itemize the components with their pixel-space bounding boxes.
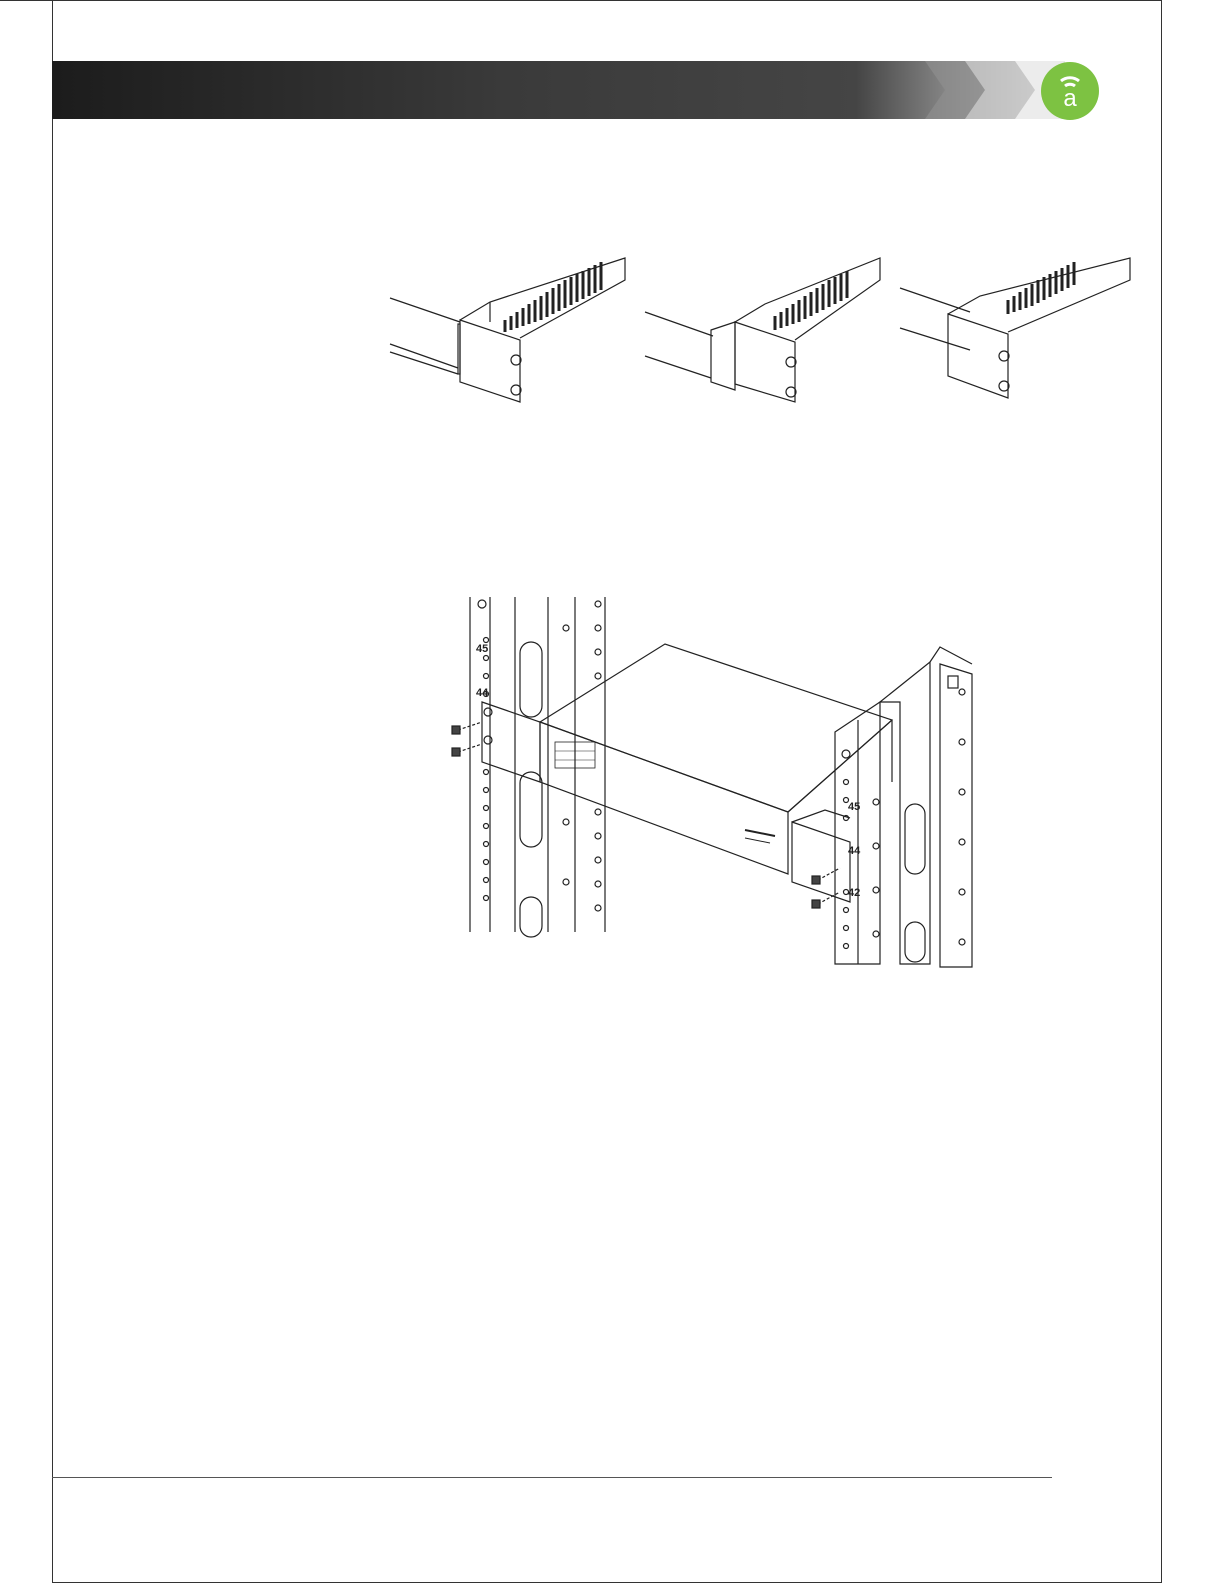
left-rail-number-45: 45 bbox=[476, 643, 489, 655]
left-rail-number-44: 44 bbox=[476, 687, 489, 699]
right-mount-bracket bbox=[792, 810, 850, 902]
mid-mount-bracket bbox=[645, 258, 880, 402]
left-mount-bracket bbox=[482, 702, 540, 782]
footer-divider bbox=[52, 1477, 1052, 1478]
recessed-mount-bracket bbox=[900, 258, 1130, 398]
left-rack-rail bbox=[470, 597, 605, 937]
mounting-screws bbox=[452, 722, 840, 908]
rack-mount-illustration bbox=[440, 592, 985, 977]
bracket-positions-illustration bbox=[380, 250, 1140, 410]
flush-mount-bracket bbox=[390, 258, 625, 402]
logo-letter: a bbox=[1063, 85, 1077, 112]
right-rail-number-42: 42 bbox=[848, 887, 861, 899]
right-rail-number-45: 45 bbox=[848, 801, 861, 813]
header-banner bbox=[52, 61, 1057, 119]
access-networks-logo-icon bbox=[1041, 62, 1099, 120]
right-rail-number-44: 44 bbox=[848, 845, 861, 857]
network-switch bbox=[540, 644, 892, 874]
